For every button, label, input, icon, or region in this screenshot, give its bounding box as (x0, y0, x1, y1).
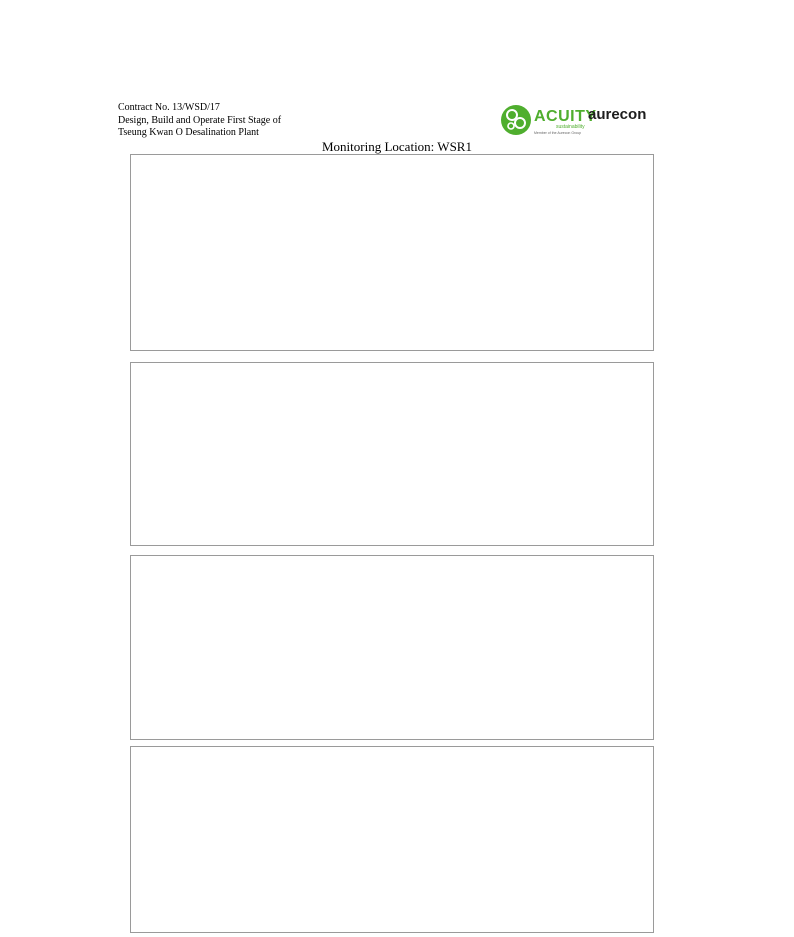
chart-turbidity (131, 363, 653, 545)
chart-panel-turbidity (130, 362, 654, 546)
acuity-tagline: Member of the Aurecon Group (534, 131, 582, 135)
contract-number: Contract No. 13/WSD/17 (118, 102, 220, 113)
contract-header (118, 102, 281, 140)
chart-ss (131, 556, 653, 739)
acuity-subtitle: sustainability (556, 124, 585, 130)
chart-panel-ss (130, 555, 654, 740)
aurecon-wordmark: aurecon (588, 106, 647, 123)
acuity-wordmark: ACUITY (534, 108, 597, 125)
contract-desc-line1: Design, Build and Operate First Stage of (118, 114, 282, 126)
chart-panel-salinity (130, 746, 654, 933)
chart-do (131, 155, 653, 350)
chart-panel-do (130, 154, 654, 351)
acuity-logo-icon (500, 104, 532, 136)
chart-salinity (131, 747, 653, 932)
contract-desc-line2: Tseung Kwan O Desalination Plant (118, 127, 259, 138)
company-logos (500, 102, 660, 138)
monitoring-location-title: Monitoring Location: WSR1 (322, 139, 472, 154)
